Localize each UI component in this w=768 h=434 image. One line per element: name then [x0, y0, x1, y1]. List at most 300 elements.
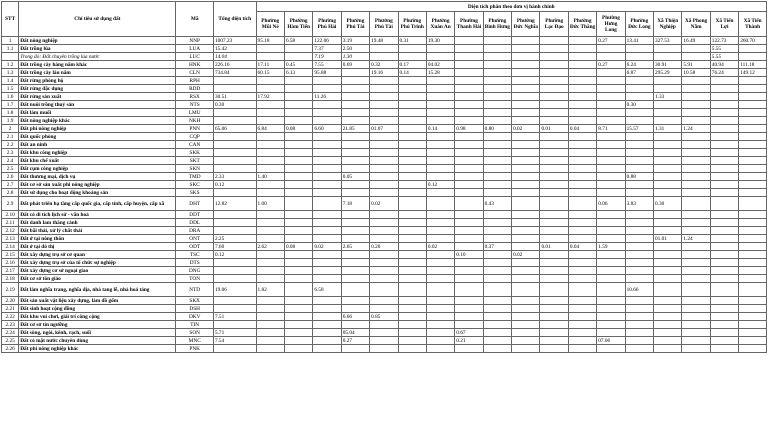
row-value	[341, 297, 369, 305]
row-value	[654, 227, 682, 235]
row-value	[568, 117, 596, 125]
row-value	[313, 197, 341, 211]
row-value	[625, 109, 653, 117]
row-value	[284, 101, 312, 109]
row-value	[682, 181, 710, 189]
row-value	[654, 345, 682, 353]
row-value	[568, 283, 596, 297]
row-value	[512, 305, 540, 313]
row-value	[455, 141, 483, 149]
row-value	[597, 345, 625, 353]
row-total: 2.33	[213, 173, 256, 181]
row-total: 226.16	[213, 61, 256, 69]
row-value: 0.14	[426, 125, 454, 133]
row-value	[455, 267, 483, 275]
row-value	[597, 251, 625, 259]
row-value	[654, 305, 682, 313]
row-value	[512, 259, 540, 267]
row-value	[426, 267, 454, 275]
row-value	[682, 243, 710, 251]
table-row	[2, 53, 767, 61]
row-target: Đất sông, ngòi, kênh, rạch, suối	[19, 329, 176, 337]
row-value	[426, 149, 454, 157]
row-value	[284, 283, 312, 297]
row-value: 122.73	[710, 37, 738, 45]
row-value	[284, 157, 312, 165]
row-total	[213, 141, 256, 149]
row-value	[540, 181, 568, 189]
row-value	[625, 165, 653, 173]
row-value	[512, 275, 540, 283]
row-value: 0.98	[455, 125, 483, 133]
row-code: PNK	[176, 345, 214, 353]
row-value	[256, 227, 284, 235]
row-value	[284, 235, 312, 243]
row-value	[710, 275, 738, 283]
row-value	[682, 219, 710, 227]
row-value	[597, 85, 625, 93]
row-target: Đất khu công nghiệp	[19, 149, 176, 157]
row-code: RDD	[176, 85, 214, 93]
row-value	[284, 211, 312, 219]
row-value	[313, 165, 341, 173]
row-value	[256, 305, 284, 313]
row-value	[739, 313, 767, 321]
row-value	[568, 37, 596, 45]
row-value	[710, 85, 738, 93]
row-value	[398, 345, 426, 353]
row-value	[313, 313, 341, 321]
row-value	[654, 45, 682, 53]
row-value	[739, 165, 767, 173]
row-value	[597, 77, 625, 85]
row-value	[256, 53, 284, 61]
table-row	[2, 283, 767, 297]
row-target: Đất làm muối	[19, 109, 176, 117]
row-value	[568, 259, 596, 267]
table-row	[2, 211, 767, 219]
row-value	[597, 329, 625, 337]
row-value	[455, 165, 483, 173]
row-value	[426, 235, 454, 243]
row-value	[682, 133, 710, 141]
row-target: Đất khu vui chơi, giải trí công cộng	[19, 313, 176, 321]
row-value	[313, 275, 341, 283]
table-row	[2, 189, 767, 197]
row-total	[213, 133, 256, 141]
row-value	[625, 157, 653, 165]
row-value	[483, 275, 511, 283]
row-value	[313, 235, 341, 243]
row-value	[597, 283, 625, 297]
row-value	[540, 149, 568, 157]
row-value	[370, 53, 398, 61]
row-value	[597, 53, 625, 61]
row-value	[313, 157, 341, 165]
table-row	[2, 109, 767, 117]
table-row	[2, 345, 767, 353]
row-target: Đất trồng lúa	[19, 45, 176, 53]
row-value: 0.02	[313, 243, 341, 251]
row-target: Đất rừng phòng hộ	[19, 77, 176, 85]
row-value	[398, 53, 426, 61]
row-value	[426, 173, 454, 181]
row-value	[625, 133, 653, 141]
row-value	[739, 149, 767, 157]
row-value: 1.24	[682, 235, 710, 243]
row-value	[341, 211, 369, 219]
row-value	[426, 157, 454, 165]
row-value	[455, 345, 483, 353]
row-value	[512, 157, 540, 165]
row-value	[483, 85, 511, 93]
row-value	[284, 329, 312, 337]
row-value	[512, 345, 540, 353]
table-row	[2, 197, 767, 211]
row-target: Đất phi nông nghiệp	[19, 125, 176, 133]
row-target: Đất danh lam thắng cảnh	[19, 219, 176, 227]
row-total: 1007.23	[213, 37, 256, 45]
row-value	[625, 93, 653, 101]
row-value	[512, 243, 540, 251]
row-stt: 2.8	[2, 189, 19, 197]
row-value	[426, 109, 454, 117]
row-value	[370, 77, 398, 85]
row-value	[540, 173, 568, 181]
row-value	[568, 77, 596, 85]
row-value	[426, 259, 454, 267]
row-value	[370, 149, 398, 157]
row-stt: 2.2	[2, 141, 19, 149]
row-value	[426, 345, 454, 353]
row-value	[313, 219, 341, 227]
row-value	[313, 267, 341, 275]
row-value	[455, 101, 483, 109]
row-value: 19.16	[370, 69, 398, 77]
row-value	[313, 251, 341, 259]
row-value	[654, 211, 682, 219]
header-stt: STT	[2, 2, 19, 37]
table-row	[2, 313, 767, 321]
row-total	[213, 267, 256, 275]
row-value	[341, 77, 369, 85]
row-value	[540, 37, 568, 45]
row-value	[568, 181, 596, 189]
row-value	[398, 157, 426, 165]
row-value	[426, 77, 454, 85]
row-value	[739, 321, 767, 329]
row-code: CLN	[176, 69, 214, 77]
table-row	[2, 251, 767, 259]
row-value	[597, 211, 625, 219]
row-value	[682, 211, 710, 219]
row-value	[398, 275, 426, 283]
row-value	[654, 173, 682, 181]
row-stt: 1.7	[2, 101, 19, 109]
row-value	[398, 251, 426, 259]
table-row	[2, 243, 767, 251]
row-stt: 2.5	[2, 165, 19, 173]
table-row	[2, 133, 767, 141]
row-stt	[2, 53, 19, 61]
row-value	[739, 109, 767, 117]
row-value	[540, 305, 568, 313]
row-value	[455, 109, 483, 117]
row-value	[682, 297, 710, 305]
row-value	[540, 259, 568, 267]
row-value	[512, 283, 540, 297]
row-value	[483, 165, 511, 173]
row-value	[654, 77, 682, 85]
row-code: PNN	[176, 125, 214, 133]
table-row	[2, 93, 767, 101]
row-value	[398, 321, 426, 329]
row-stt: 2.22	[2, 313, 19, 321]
row-value	[341, 69, 369, 77]
row-value: 76.24	[710, 69, 738, 77]
row-value	[483, 149, 511, 157]
row-value	[455, 235, 483, 243]
table-row	[2, 321, 767, 329]
row-value	[483, 173, 511, 181]
row-value	[483, 329, 511, 337]
row-value	[512, 37, 540, 45]
row-value	[682, 345, 710, 353]
row-code: DTS	[176, 259, 214, 267]
row-code: RSX	[176, 93, 214, 101]
row-value	[455, 197, 483, 211]
row-value	[625, 117, 653, 125]
header-admin-group: Diện tích phân theo đơn vị hành chính	[256, 2, 766, 12]
row-value	[540, 93, 568, 101]
row-value	[540, 275, 568, 283]
row-value	[313, 133, 341, 141]
row-value	[654, 189, 682, 197]
row-value: 0.27	[597, 61, 625, 69]
row-code: DHT	[176, 197, 214, 211]
row-value	[512, 197, 540, 211]
row-value	[483, 93, 511, 101]
row-total	[213, 165, 256, 173]
row-value	[313, 321, 341, 329]
row-stt: 1.5	[2, 85, 19, 93]
row-value: 0.27	[597, 37, 625, 45]
row-total: 0.12	[213, 251, 256, 259]
row-value: 11.26	[313, 93, 341, 101]
table-row	[2, 45, 767, 53]
row-target: Đất thương mại, dịch vụ	[19, 173, 176, 181]
row-value	[341, 345, 369, 353]
row-value	[512, 297, 540, 305]
row-value	[654, 149, 682, 157]
row-value	[398, 259, 426, 267]
row-value	[483, 321, 511, 329]
row-value	[256, 235, 284, 243]
row-value	[313, 227, 341, 235]
row-value	[710, 197, 738, 211]
row-value	[540, 211, 568, 219]
table-row	[2, 85, 767, 93]
row-value	[682, 173, 710, 181]
row-value	[313, 337, 341, 345]
row-value	[597, 117, 625, 125]
table-row	[2, 235, 767, 243]
row-value	[398, 235, 426, 243]
row-stt: 2.23	[2, 321, 19, 329]
row-value: 0.01	[540, 125, 568, 133]
row-value: 01.01	[654, 235, 682, 243]
row-value	[739, 85, 767, 93]
row-value	[455, 53, 483, 61]
row-value: 30.91	[654, 61, 682, 69]
row-value: 0.80	[483, 125, 511, 133]
row-value	[654, 117, 682, 125]
row-value	[739, 211, 767, 219]
row-value	[341, 157, 369, 165]
row-stt: 2.4	[2, 157, 19, 165]
row-value	[512, 235, 540, 243]
row-value	[625, 313, 653, 321]
row-target: Đất cơ sở tín ngưỡng	[19, 321, 176, 329]
row-value: 0.02	[370, 197, 398, 211]
row-value	[455, 211, 483, 219]
row-value	[370, 157, 398, 165]
row-value	[284, 313, 312, 321]
row-value	[739, 251, 767, 259]
row-value	[540, 77, 568, 85]
row-value	[512, 189, 540, 197]
row-value	[568, 189, 596, 197]
row-value	[710, 133, 738, 141]
row-value	[625, 45, 653, 53]
row-value	[455, 157, 483, 165]
land-use-table	[1, 1, 767, 353]
row-value	[597, 45, 625, 53]
row-value	[597, 189, 625, 197]
row-value	[256, 165, 284, 173]
row-value	[512, 321, 540, 329]
row-value	[568, 227, 596, 235]
row-value	[284, 297, 312, 305]
table-row	[2, 101, 767, 109]
header-unit: Phường Lạc Đạo	[540, 12, 568, 37]
row-value	[313, 211, 341, 219]
row-value	[710, 283, 738, 297]
row-code: ODT	[176, 243, 214, 251]
row-value	[284, 227, 312, 235]
row-value	[540, 157, 568, 165]
row-value	[654, 329, 682, 337]
row-value	[256, 297, 284, 305]
row-code: LMU	[176, 109, 214, 117]
header-unit: Phường Bình Hưng	[483, 12, 511, 37]
row-value	[370, 345, 398, 353]
row-value: 0.06	[597, 197, 625, 211]
row-value	[370, 283, 398, 297]
row-value	[710, 157, 738, 165]
row-value	[710, 251, 738, 259]
row-code: SKK	[176, 149, 214, 157]
row-value	[483, 305, 511, 313]
header-unit: Phường Thanh Hải	[455, 12, 483, 37]
row-total	[213, 219, 256, 227]
row-value	[426, 227, 454, 235]
row-value	[682, 85, 710, 93]
row-value	[455, 181, 483, 189]
row-value	[256, 345, 284, 353]
row-value: 7.19	[313, 53, 341, 61]
row-value: 6.60	[313, 125, 341, 133]
row-value	[284, 133, 312, 141]
row-value	[512, 61, 540, 69]
row-value	[341, 283, 369, 297]
row-value	[398, 101, 426, 109]
row-value	[398, 227, 426, 235]
row-value	[426, 313, 454, 321]
row-value	[256, 133, 284, 141]
row-value	[426, 337, 454, 345]
row-total	[213, 345, 256, 353]
row-value	[654, 165, 682, 173]
row-value	[739, 305, 767, 313]
row-value	[597, 149, 625, 157]
row-value	[313, 109, 341, 117]
row-value	[284, 321, 312, 329]
row-value	[313, 77, 341, 85]
row-value	[284, 109, 312, 117]
row-value	[426, 133, 454, 141]
row-value	[426, 117, 454, 125]
row-value	[256, 337, 284, 345]
row-target: Đất rừng đặc dụng	[19, 85, 176, 93]
row-value	[682, 251, 710, 259]
row-value	[512, 77, 540, 85]
row-target: Đất nông nghiệp khác	[19, 117, 176, 125]
row-value	[540, 283, 568, 297]
row-value: 6.66	[341, 313, 369, 321]
row-stt: 2.17	[2, 267, 19, 275]
row-value: 1.00	[256, 197, 284, 211]
row-value	[654, 259, 682, 267]
row-value	[710, 313, 738, 321]
row-value: 5.55	[710, 45, 738, 53]
row-value	[597, 313, 625, 321]
row-value	[483, 259, 511, 267]
row-value	[426, 321, 454, 329]
row-value	[398, 243, 426, 251]
row-value	[313, 305, 341, 313]
row-stt: 2.7	[2, 181, 19, 189]
row-value	[682, 53, 710, 61]
row-value: 0.02	[512, 125, 540, 133]
row-target: Đất xây dựng cơ sở ngoại giao	[19, 267, 176, 275]
row-total	[213, 85, 256, 93]
row-value: 17.11	[256, 61, 284, 69]
row-value	[284, 181, 312, 189]
row-value	[398, 149, 426, 157]
row-value	[710, 337, 738, 345]
row-value	[568, 235, 596, 243]
table-row	[2, 267, 767, 275]
row-value	[540, 267, 568, 275]
row-stt: 1.1	[2, 45, 19, 53]
row-value	[739, 329, 767, 337]
row-value	[739, 101, 767, 109]
row-stt: 2.6	[2, 173, 19, 181]
row-value	[739, 141, 767, 149]
row-value	[625, 85, 653, 93]
row-value	[540, 61, 568, 69]
